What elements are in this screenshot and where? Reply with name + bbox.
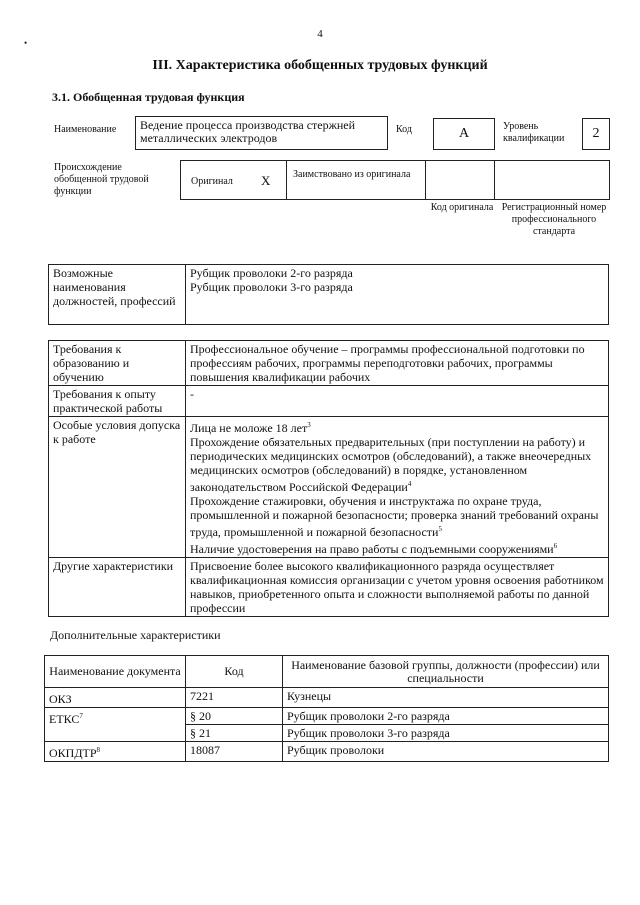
footnote-ref: 6 xyxy=(553,542,558,550)
col-header: Код xyxy=(186,656,283,688)
code-original-caption: Код оригинала xyxy=(430,202,494,213)
page-number: 4 xyxy=(317,28,323,40)
divider xyxy=(494,161,495,199)
table-row xyxy=(45,688,609,708)
corner-mark: • xyxy=(24,38,28,48)
divider xyxy=(425,161,426,199)
footnote-ref: 5 xyxy=(438,525,442,533)
original-label: Оригинал xyxy=(191,176,233,187)
name-cell: Рубщик проволоки 2-го разряда xyxy=(283,708,609,725)
col-header: Наименование документа xyxy=(45,656,186,688)
req-label: Требования к образованию и обучению xyxy=(49,341,186,386)
divider xyxy=(286,161,287,199)
name-cell: Кузнецы xyxy=(283,688,609,708)
borrowed-label: Заимствовано из оригинала xyxy=(293,169,411,180)
additional-title: Дополнительные характеристики xyxy=(50,628,221,642)
name-cell: Рубщик проволоки xyxy=(283,742,609,762)
positions-label: Возможные наименования должностей, профессий xyxy=(49,265,186,325)
name-cell: Рубщик проволоки 3-го разряда xyxy=(283,725,609,742)
req-line: Прохождение стажировки, обучения и инструктажа по охране труда, промышленной и пожарной безопасности; проверка знаний требований охраны труда, промышленной и пожарной безопасности xyxy=(190,494,599,539)
table-row xyxy=(45,708,609,725)
code-cell: 7221 xyxy=(186,688,283,708)
additional-table xyxy=(44,655,609,762)
table-row xyxy=(45,742,609,762)
level-label: Уровень квалификации xyxy=(503,121,565,144)
position-item: Рубщик проволоки 2-го разряда xyxy=(190,266,353,280)
footnote-ref: 3 xyxy=(307,421,311,429)
level-value: 2 xyxy=(582,118,610,150)
name-value: Ведение процесса производства стержней металлических электродов xyxy=(135,116,388,150)
subsection-title: 3.1. Обобщенная трудовая функция xyxy=(52,90,245,104)
footnote-ref: 4 xyxy=(407,480,412,488)
origin-box xyxy=(180,160,610,200)
requirements-table xyxy=(48,340,609,617)
doc-cell: ОКЗ xyxy=(45,688,186,708)
req-line: Прохождение обязательных предварительных (при поступлении на работу) и периодических медицинских осмотров (обследований), а также внеочередных медицинских осмотров (обследований) в порядке, установленном законодательством Российской Федерации xyxy=(190,435,592,494)
req-line: Наличие удостоверения на право работы с подъемными сооружениями xyxy=(190,542,554,556)
origin-label: Происхождение обобщенной трудовой функции xyxy=(54,162,149,197)
req-line: Лица не моложе 18 лет xyxy=(190,421,308,435)
req-value: Профессиональное обучение – программы профессиональной подготовки по профессиям рабочих, программы переподготовки рабочих, программы повышения квалификации рабочих xyxy=(186,341,609,386)
section-title: III. Характеристика обобщенных трудовых функций xyxy=(152,58,488,73)
col-header: Наименование базовой группы, должности (профессии) или специальности xyxy=(283,656,609,688)
code-label: Код xyxy=(396,124,412,135)
positions-table xyxy=(48,264,609,325)
position-item: Рубщик проволоки 3-го разряда xyxy=(190,280,353,294)
name-label: Наименование xyxy=(54,124,117,135)
doc-cell: ОКПДТР$^8$ xyxy=(45,742,186,762)
code-cell: § 21 xyxy=(186,725,283,742)
req-label: Особые условия допуска к работе xyxy=(49,417,186,558)
doc-cell: ЕТКС$^7$ xyxy=(45,708,186,742)
code-cell: § 20 xyxy=(186,708,283,725)
positions-values xyxy=(186,265,609,325)
req-label: Требования к опыту практической работы xyxy=(49,386,186,417)
req-value: Присвоение более высокого квалификационного разряда осуществляет квалификационная комиссия организации с учетом уровня освоения работником навыков, приобретенного опыта и сложности выполняемой работы по данной профессии xyxy=(186,558,609,617)
req-value xyxy=(186,417,609,558)
code-value: A xyxy=(433,118,495,150)
original-mark: X xyxy=(261,173,271,188)
req-value: - xyxy=(186,386,609,417)
code-cell: 18087 xyxy=(186,742,283,762)
reg-number-caption: Регистрационный номер профессионального стандарта xyxy=(501,202,607,237)
req-label: Другие характеристики xyxy=(49,558,186,617)
